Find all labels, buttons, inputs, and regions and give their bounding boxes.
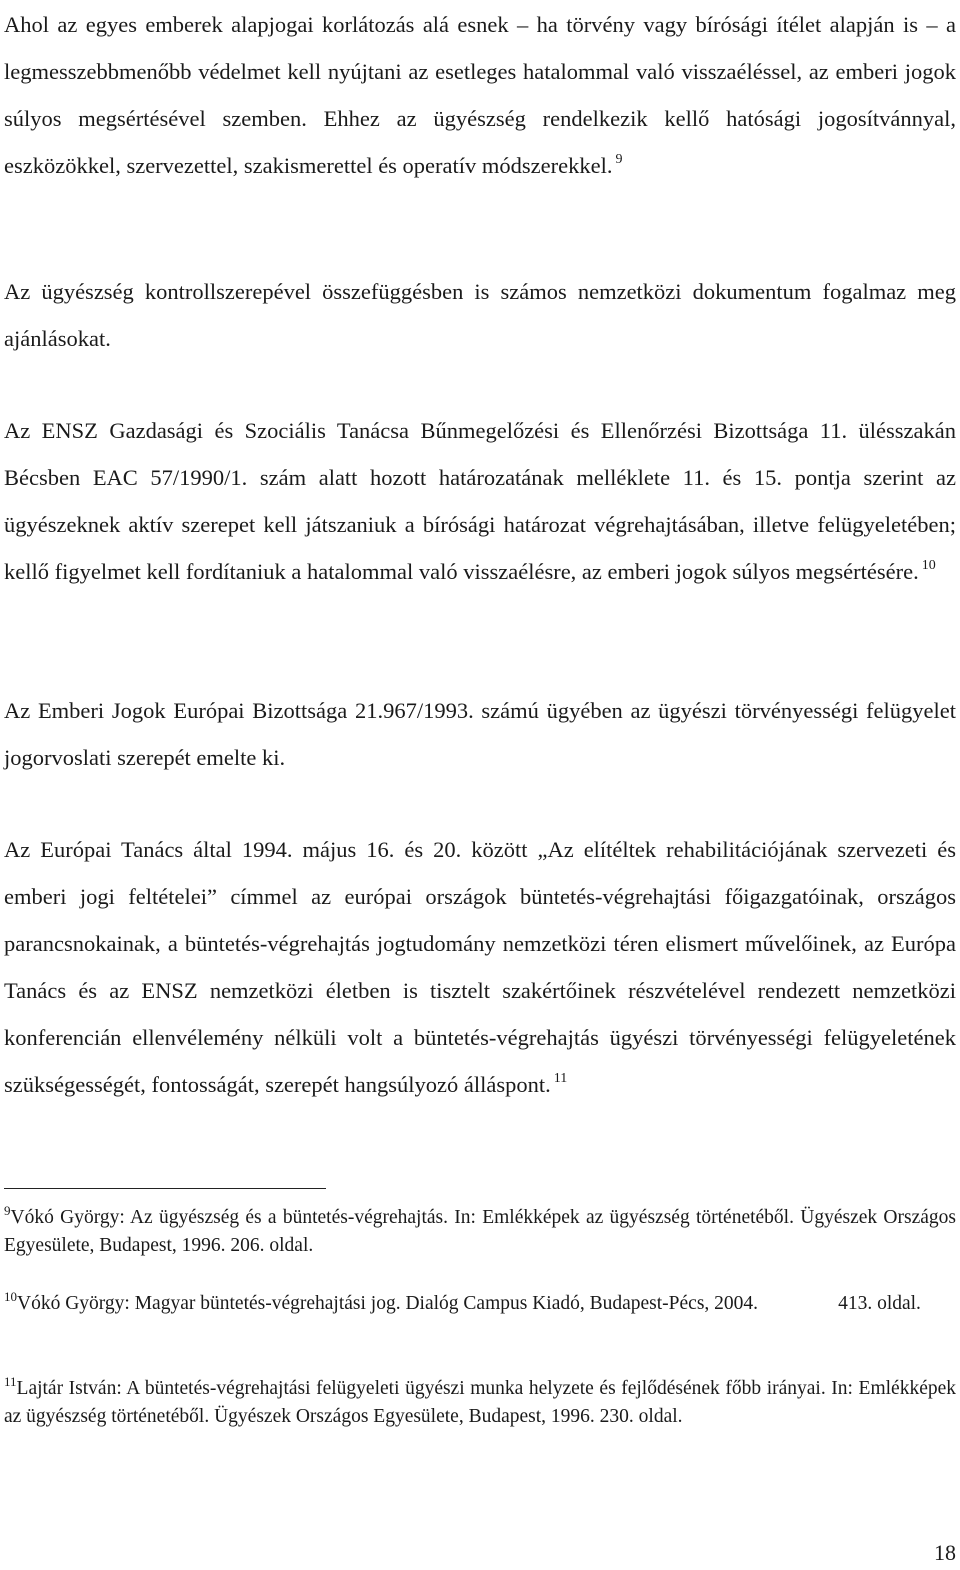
footnote-11: [4, 1375, 956, 1431]
footnote-ref-9[interactable]: 9: [615, 152, 623, 167]
paragraph-3-text: Az ENSZ Gazdasági és Szociális Tanácsa Bűnmegelőzési és Ellenőrzési Bizottsága 11. ülésszakán Bécsben EAC 57/1990/1. szám alatt hozott határozatának melléklete 11. és 15. pontja szerint az ügyészeknek aktív szerepet kell játszaniuk a bírósági határozat végrehajtásában, illetve felügyeletében; kellő figyelmet kell fordítaniuk a hatalommal való visszaélésre, az emberi jogok súlyos megsértésére.: [4, 418, 956, 584]
paragraph-5: [4, 826, 956, 1108]
paragraph-1-text: Ahol az egyes emberek alapjogai korlátozás alá esnek – ha törvény vagy bírósági ítélet alapján is – a legmesszebbmenőbb védelmet kell nyújtani az esetleges hatalommal való visszaéléssel, az emberi jogok súlyos megsértésével szemben. Ehhez az ügyészség rendelkezik kellő hatósági jogosítvánnyal, eszközökkel, szervezettel, szakismerettel és operatív módszerekkel.: [4, 12, 956, 178]
footnote-text-page: 413. oldal.: [838, 1293, 921, 1314]
footnote-ref-10[interactable]: 10: [921, 558, 936, 573]
footnote-9: [4, 1204, 956, 1260]
paragraph-1: [4, 1, 956, 189]
footnote-number: 11: [4, 1374, 17, 1389]
page-number: 18: [934, 1540, 956, 1565]
footnote-number: 10: [4, 1289, 17, 1304]
footnote-ref-11[interactable]: 11: [553, 1071, 568, 1086]
footnote-10: [4, 1290, 956, 1318]
footnote-number: 9: [4, 1203, 11, 1218]
paragraph-2: Az ügyészség kontrollszerepével összefüggésben is számos nemzetközi dokumentum fogalmaz meg ajánlásokat.: [4, 279, 956, 351]
paragraph-4: Az Emberi Jogok Európai Bizottsága 21.967/1993. számú ügyében az ügyészi törvényességi felügyelet jogorvoslati szerepét emelte ki.: [4, 698, 956, 770]
footnote-text: Lajtár István: A büntetés-végrehajtási felügyeleti ügyészi munka helyzete és fejlődésének főbb irányai. In: Emlékképek az ügyészség történetéből. Ügyészek Országos Egyesülete, Budapest, 1996. 230. oldal.: [4, 1378, 956, 1427]
footnote-text: Vókó György: Az ügyészség és a büntetés-végrehajtás. In: Emlékképek az ügyészség történetéből. Ügyészek Országos Egyesülete, Budapest, 1996. 206. oldal.: [4, 1207, 956, 1256]
footnote-separator: [4, 1188, 326, 1189]
paragraph-3: [4, 407, 956, 595]
paragraph-5-text: Az Európai Tanács által 1994. május 16. és 20. között „Az elítéltek rehabilitációjának szervezeti és emberi jogi feltételei” címmel az európai országok büntetés-végrehajtási főigazgatóinak, országos parancsnokainak, a büntetés-végrehajtás jogtudomány nemzetközi téren elismert művelőinek, az Európa Tanács és az ENSZ nemzetközi életben is tisztelt szakértőinek részvételével rendezett nemzetközi konferencián ellenvélemény nélküli volt a büntetés-végrehajtás ügyészi törvényességi felügyeletének szükségességét, fontosságát, szerepét hangsúlyozó álláspont.: [4, 837, 956, 1097]
footnote-text: Vókó György: Magyar büntetés-végrehajtási jog. Dialóg Campus Kiadó, Budapest-Pécs, 2004.: [17, 1293, 759, 1314]
